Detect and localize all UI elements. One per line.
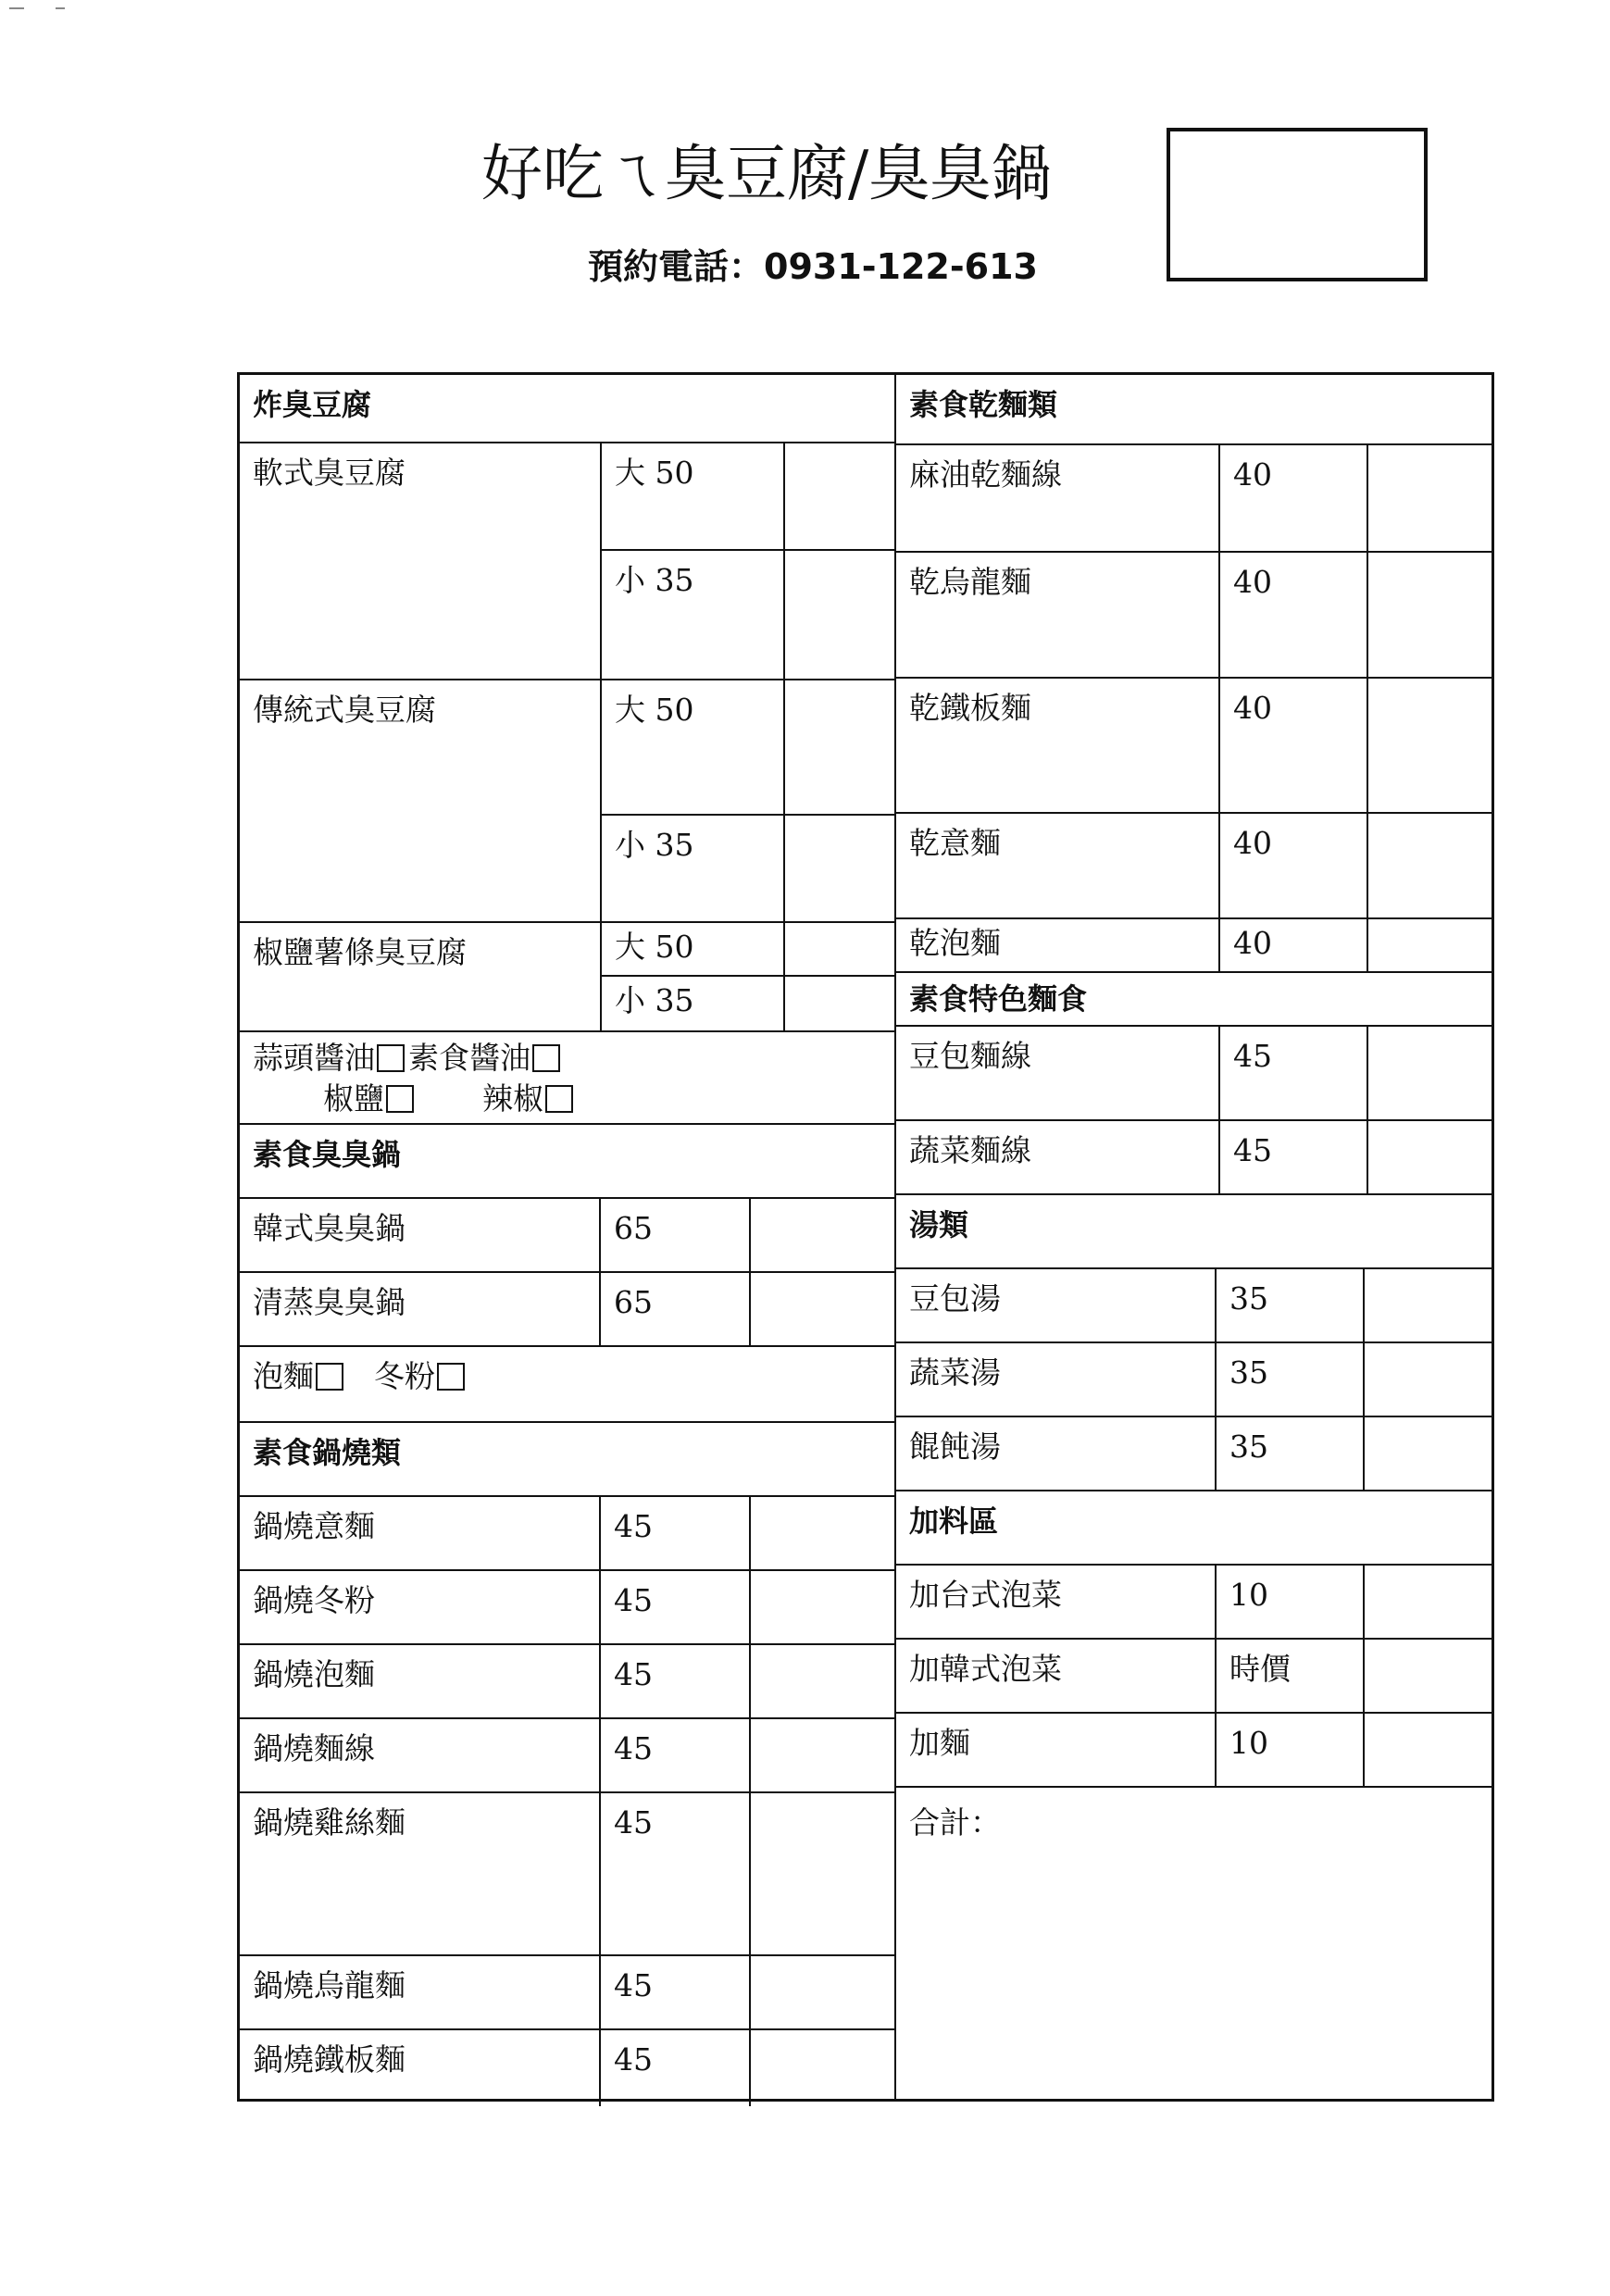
menu-item-row xyxy=(240,1956,894,2030)
size-small-price: 小 35 xyxy=(602,551,785,679)
left-menu-column xyxy=(237,372,896,2102)
item-price: 35 xyxy=(1217,1269,1365,1341)
quantity-field[interactable] xyxy=(751,1199,893,1271)
option-label: 蒜頭醬油 xyxy=(253,1040,375,1076)
section-title: 加料區 xyxy=(909,1504,999,1539)
menu-item-row xyxy=(240,1497,894,1571)
size-large-price: 大 50 xyxy=(602,443,785,549)
item-price: 45 xyxy=(601,2030,751,2106)
quantity-field[interactable] xyxy=(751,1719,893,1791)
quantity-field[interactable] xyxy=(1365,1714,1491,1786)
quantity-field[interactable] xyxy=(751,1273,893,1345)
menu-item-row xyxy=(896,1640,1491,1714)
menu-item-row xyxy=(896,919,1491,973)
right-menu-column xyxy=(894,372,1494,2102)
section-title: 炸臭豆腐 xyxy=(253,387,372,422)
quantity-field[interactable] xyxy=(1365,1566,1491,1638)
section-header-fried-tofu xyxy=(240,375,894,443)
item-price: 40 xyxy=(1220,679,1368,812)
scan-mark xyxy=(56,7,65,9)
item-name: 軟式臭豆腐 xyxy=(240,443,602,679)
size-large-price: 大 50 xyxy=(602,923,785,975)
item-price: 10 xyxy=(1217,1714,1365,1786)
item-price: 10 xyxy=(1217,1566,1365,1638)
item-name: 鍋燒意麵 xyxy=(240,1497,601,1569)
quantity-field[interactable] xyxy=(751,1793,893,1954)
item-name: 乾鐵板麵 xyxy=(896,679,1220,812)
checkbox[interactable] xyxy=(532,1044,560,1072)
item-name: 蔬菜湯 xyxy=(896,1343,1217,1416)
section-header-pot-noodles xyxy=(240,1423,894,1497)
item-name: 清蒸臭臭鍋 xyxy=(240,1273,601,1345)
quantity-field[interactable] xyxy=(785,443,894,549)
menu-item-row xyxy=(240,1719,894,1793)
quantity-field[interactable] xyxy=(1368,445,1491,551)
item-name: 椒鹽薯條臭豆腐 xyxy=(240,923,602,1030)
item-name: 豆包湯 xyxy=(896,1269,1217,1341)
item-name: 鍋燒冬粉 xyxy=(240,1571,601,1643)
menu-item-row xyxy=(240,1793,894,1956)
section-title: 湯類 xyxy=(909,1207,969,1242)
item-price: 65 xyxy=(601,1199,751,1271)
menu-item-row xyxy=(896,1566,1491,1640)
item-name: 加韓式泡菜 xyxy=(896,1640,1217,1712)
item-name: 加台式泡菜 xyxy=(896,1566,1217,1638)
checkbox[interactable] xyxy=(545,1085,573,1113)
sauce-options-row xyxy=(240,1032,894,1125)
quantity-field[interactable] xyxy=(1368,553,1491,677)
item-price: 40 xyxy=(1220,445,1368,551)
size-small-price: 小 35 xyxy=(602,816,785,921)
item-price: 40 xyxy=(1220,553,1368,677)
checkbox[interactable] xyxy=(377,1044,405,1072)
menu-item-row xyxy=(240,443,894,680)
item-name: 鍋燒鐵板麵 xyxy=(240,2030,601,2106)
shop-title: 好吃ㄟ臭豆腐/臭臭鍋 xyxy=(481,138,1053,209)
menu-item-row xyxy=(896,1027,1491,1121)
quantity-field[interactable] xyxy=(751,1571,893,1643)
menu-item-row xyxy=(896,445,1491,553)
section-header-stinky-pot xyxy=(240,1125,894,1199)
item-price: 35 xyxy=(1217,1343,1365,1416)
stamp-box xyxy=(1167,128,1428,281)
item-price: 45 xyxy=(1220,1121,1368,1193)
item-name: 鍋燒泡麵 xyxy=(240,1645,601,1717)
item-name: 鍋燒烏龍麵 xyxy=(240,1956,601,2028)
section-header-soup xyxy=(896,1195,1491,1269)
checkbox[interactable] xyxy=(316,1363,343,1391)
menu-item-row xyxy=(896,553,1491,679)
menu-item-row xyxy=(896,1121,1491,1195)
menu-item-row xyxy=(240,1571,894,1645)
section-title: 素食乾麵類 xyxy=(909,387,1058,422)
item-name: 豆包麵線 xyxy=(896,1027,1220,1119)
quantity-field[interactable] xyxy=(785,977,894,1030)
quantity-field[interactable] xyxy=(1368,814,1491,917)
menu-item-row xyxy=(240,1645,894,1719)
quantity-field[interactable] xyxy=(785,680,894,814)
item-price: 45 xyxy=(601,1793,751,1954)
item-price: 65 xyxy=(601,1273,751,1345)
menu-item-row xyxy=(896,1417,1491,1491)
item-name: 鍋燒麵線 xyxy=(240,1719,601,1791)
sauce-options xyxy=(240,1032,894,1123)
item-name: 乾泡麵 xyxy=(896,919,1220,971)
total-label: 合計： xyxy=(909,1804,1001,1841)
checkbox[interactable] xyxy=(437,1363,465,1391)
size-large-price: 大 50 xyxy=(602,680,785,814)
quantity-field[interactable] xyxy=(751,2030,893,2106)
quantity-field[interactable] xyxy=(751,1497,893,1569)
item-price: 45 xyxy=(601,1497,751,1569)
option-label: 辣椒 xyxy=(482,1080,543,1117)
menu-item-row xyxy=(896,1343,1491,1417)
item-name: 乾意麵 xyxy=(896,814,1220,917)
noodle-options xyxy=(240,1347,894,1421)
menu-item-row xyxy=(896,814,1491,919)
phone-number: 預約電話：0931-122-613 xyxy=(588,246,1038,287)
quantity-field[interactable] xyxy=(751,1645,893,1717)
item-name: 傳統式臭豆腐 xyxy=(240,680,602,921)
quantity-field[interactable] xyxy=(785,923,894,975)
size-options xyxy=(602,923,894,1030)
quantity-field[interactable] xyxy=(1368,1027,1491,1119)
option-label: 椒鹽 xyxy=(323,1080,384,1117)
item-name: 蔬菜麵線 xyxy=(896,1121,1220,1193)
quantity-field[interactable] xyxy=(1365,1343,1491,1416)
option-label: 泡麵 xyxy=(253,1358,314,1394)
item-name: 加麵 xyxy=(896,1714,1217,1786)
item-price: 40 xyxy=(1220,919,1368,971)
item-name: 鍋燒雞絲麵 xyxy=(240,1793,601,1954)
item-name: 餛飩湯 xyxy=(896,1417,1217,1490)
menu-item-row xyxy=(896,1714,1491,1788)
menu-item-row xyxy=(896,679,1491,814)
option-label: 冬粉 xyxy=(374,1358,435,1394)
size-options xyxy=(602,680,894,921)
quantity-field[interactable] xyxy=(1368,1121,1491,1193)
section-title: 素食臭臭鍋 xyxy=(253,1137,402,1172)
section-header-special-noodles xyxy=(896,973,1491,1027)
section-header-extras xyxy=(896,1491,1491,1566)
item-name: 麻油乾麵線 xyxy=(896,445,1220,551)
item-price: 45 xyxy=(601,1956,751,2028)
section-header-dry-noodles xyxy=(896,375,1491,445)
total-row xyxy=(896,1788,1491,2095)
scan-mark xyxy=(9,7,24,9)
item-price: 40 xyxy=(1220,814,1368,917)
item-price: 45 xyxy=(601,1571,751,1643)
menu-item-row xyxy=(240,2030,894,2106)
quantity-field[interactable] xyxy=(1368,679,1491,812)
quantity-field[interactable] xyxy=(785,551,894,679)
quantity-field[interactable] xyxy=(1365,1640,1491,1712)
item-price: 45 xyxy=(1220,1027,1368,1119)
menu-item-row xyxy=(240,923,894,1032)
quantity-field[interactable] xyxy=(1365,1417,1491,1490)
size-options xyxy=(602,443,894,679)
option-label: 素食醬油 xyxy=(408,1040,530,1076)
section-title: 素食特色麵食 xyxy=(909,981,1088,1017)
menu-item-row xyxy=(240,1273,894,1347)
menu-item-row xyxy=(240,680,894,923)
quantity-field[interactable] xyxy=(1368,919,1491,971)
checkbox[interactable] xyxy=(386,1085,414,1113)
quantity-field[interactable] xyxy=(1365,1269,1491,1341)
quantity-field[interactable] xyxy=(751,1956,893,2028)
noodle-options-row xyxy=(240,1347,894,1423)
item-price: 45 xyxy=(601,1645,751,1717)
item-price: 時價 xyxy=(1217,1640,1365,1712)
menu-item-row xyxy=(240,1199,894,1273)
quantity-field[interactable] xyxy=(785,816,894,921)
menu-item-row xyxy=(896,1269,1491,1343)
item-name: 韓式臭臭鍋 xyxy=(240,1199,601,1271)
section-title: 素食鍋燒類 xyxy=(253,1435,402,1470)
item-name: 乾烏龍麵 xyxy=(896,553,1220,677)
size-small-price: 小 35 xyxy=(602,977,785,1030)
item-price: 35 xyxy=(1217,1417,1365,1490)
item-price: 45 xyxy=(601,1719,751,1791)
